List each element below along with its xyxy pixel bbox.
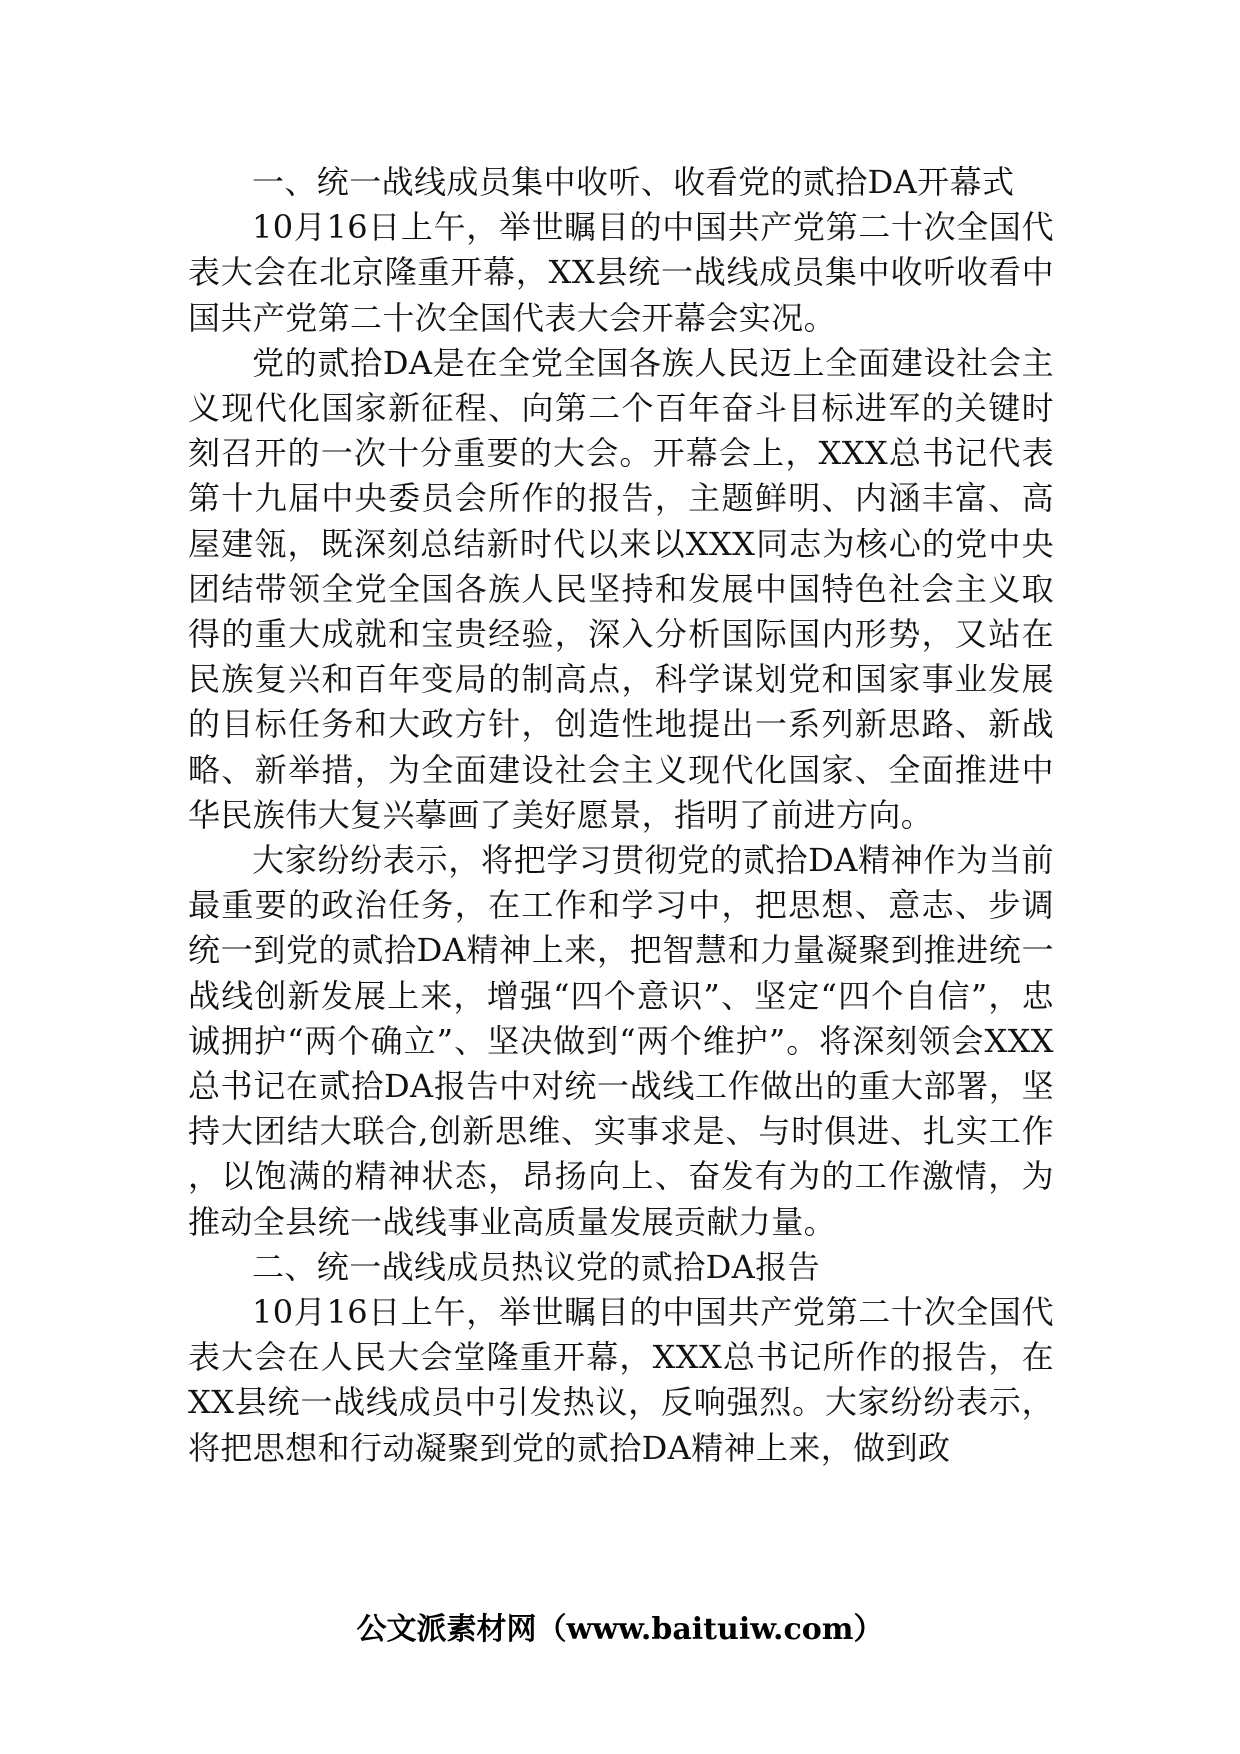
paragraph-3: 大家纷纷表示，将把学习贯彻党的贰拾DA精神作为当前最重要的政治任务，在工作和学习中，把思想、意志、步调统一到党的贰拾DA精神上来，把智慧和力量凝聚到推进统一战线创新发展上来，增强“四个意识”、坚定“四个自信”，忠诚拥护“两个确立”、坚决做到“两个维护”。将深刻领会XXX总书记在贰拾DA报告中对统一战线工作做出的重大部署，坚持大团结大联合,创新思维、实事求是、与时俱进、扎实工作，以饱满的精神状态，昂扬向上、奋发有为的工作激情，为推动全县统一战线事业高质量发展贡献力量。	[188, 841, 1054, 1241]
section-heading-2: 二、统一战线成员热议党的贰拾DA报告	[252, 1247, 820, 1286]
document-body	[188, 160, 1054, 1471]
section-heading-1: 一、统一战线成员集中收听、收看党的贰拾DA开幕式	[252, 163, 1015, 201]
paragraph-1: 10月16日上午，举世瞩目的中国共产党第二十次全国代表大会在北京隆重开幕，XX县统一战线成员集中收听收看中国共产党第二十次全国代表大会开幕会实况。	[188, 208, 1054, 337]
footer-source-text: 公文派素材网（www.baituiw.com）	[356, 1612, 884, 1647]
paragraph-4: 10月16日上午，举世瞩目的中国共产党第二十次全国代表大会在人民大会堂隆重开幕，XXX总书记所作的报告，在XX县统一战线成员中引发热议，反响强烈。大家纷纷表示，将把思想和行动凝聚到党的贰拾DA精神上来，做到政	[188, 1293, 1054, 1467]
paragraph-2: 党的贰拾DA是在全党全国各族人民迈上全面建设社会主义现代化国家新征程、向第二个百年奋斗目标进军的关键时刻召开的一次十分重要的大会。开幕会上，XXX总书记代表第十九届中央委员会所作的报告，主题鲜明、内涵丰富、高屋建瓴，既深刻总结新时代以来以XXX同志为核心的党中央团结带领全党全国各族人民坚持和发展中国特色社会主义取得的重大成就和宝贵经验，深入分析国际国内形势，又站在民族复兴和百年变局的制高点，科学谋划党和国家事业发展的目标任务和大政方针，创造性地提出一系列新思路、新战略、新举措，为全面建设社会主义现代化国家、全面推进中华民族伟大复兴摹画了美好愿景，指明了前进方向。	[188, 343, 1054, 834]
